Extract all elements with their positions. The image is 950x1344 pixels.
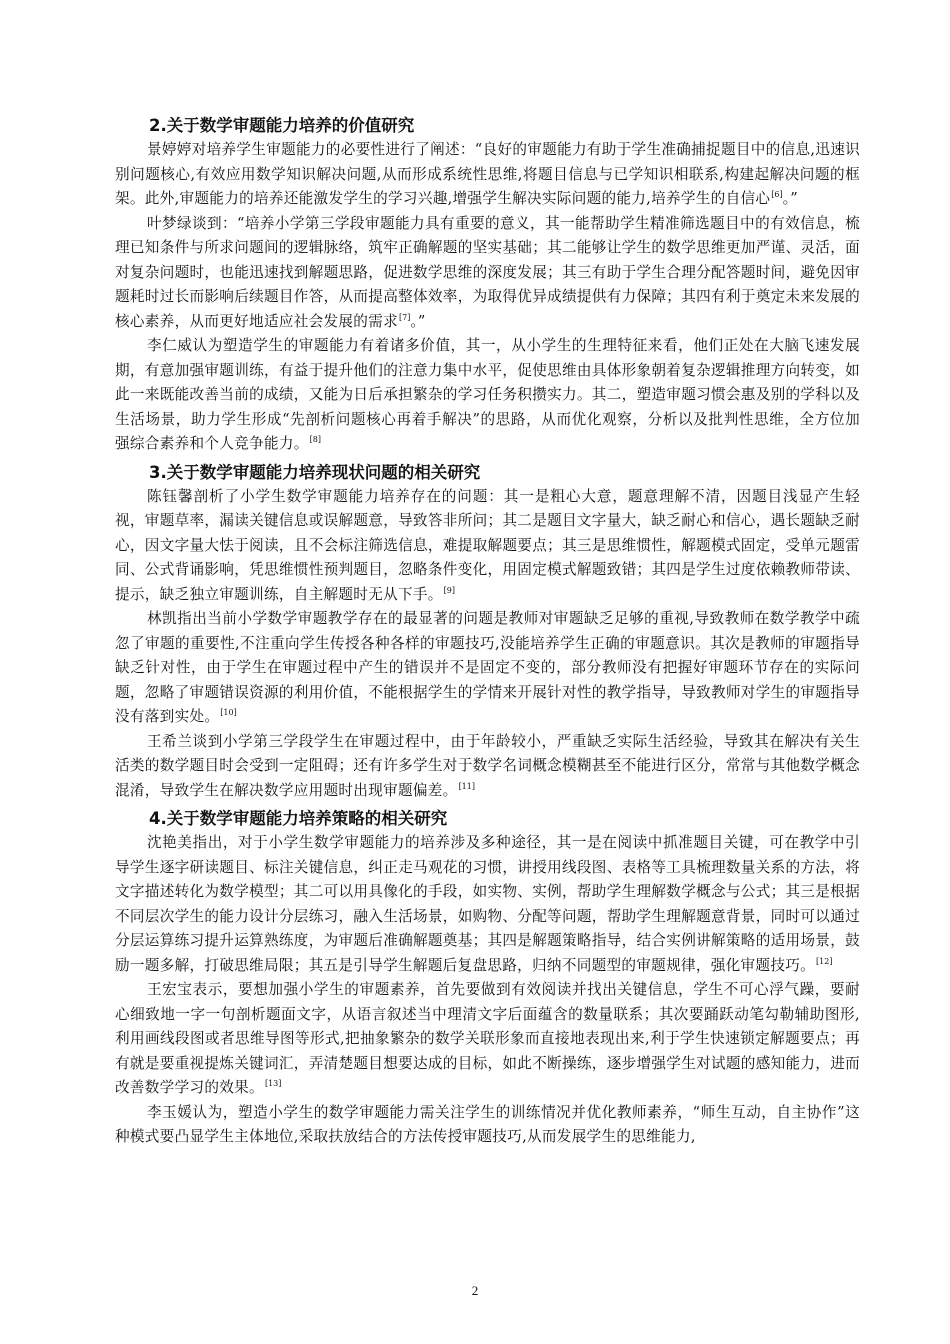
citation: [11] (458, 781, 475, 791)
citation: [13] (264, 1079, 282, 1088)
section-value-research (115, 114, 860, 457)
citation: [8] (309, 435, 321, 444)
section-strategy-research (115, 807, 860, 1150)
page-number: 2 (471, 1283, 479, 1298)
citation: [7] (398, 312, 411, 322)
paragraph: 王希兰谈到小学第三学段学生在审题过程中，由于年龄较小，严重缺乏实际生活经验，导致其在解决有关生活类的数学题目时会受到一定阻碍；还有许多学生对于数学名词概念模糊甚至不能进行区分，常常与其他数学概念混淆，导致学生在解决数学应用题时出现审题偏差。[11] (115, 732, 860, 799)
citation: [6] (771, 190, 783, 199)
section-heading: 2.关于数学审题能力培养的价值研究 (149, 116, 415, 135)
paragraph: 李仁威认为塑造学生的审题能力有着诸多价值，其一，从小学生的生理特征来看，他们正处在大脑飞速发展期，有意加强审题训练，有益于提升他们的注意力集中水平，促使思维由具体形象朝着复杂逻辑推理方向转变，如此一来既能改善当前的成绩，又能为日后承担繁杂的学习任务积攒实力。其二，塑造审题习惯会惠及别的学科以及生活场景，助力学生形成“先剖析问题核心再着手解决”的思路，从而优化观察，分析以及批判性思维，全方位加强综合素养和个人竞争能力。[8] (115, 337, 860, 452)
paragraph: 景婷婷对培养学生审题能力的必要性进行了阐述：“良好的审题能力有助于学生准确捕捉题目中的信息,迅速识别问题核心,有效应用数学知识解决问题,从而形成系统性思维,将题目信息与已学知识相联系,构建起解决问题的框架。此外,审题能力的培养还能激发学生的学习兴趣,增强学生解决实际问题的能力,培养学生的自信心[6]。” (115, 141, 860, 207)
paragraph: 林凯指出当前小学数学审题教学存在的最显著的问题是教师对审题缺乏足够的重视,导致教师在数学教学中疏忽了审题的重要性,不注重向学生传授各种各样的审题技巧,没能培养学生正确的审题意识。其次是教师的审题指导缺乏针对性，由于学生在审题过程中产生的错误并不是固定不变的，部分教师没有把握好审题环节存在的实际问题，忽略了审题错误资源的利用价值，不能根据学生的学情来开展针对性的教学指导，导致教师对学生的审题指导没有落到实处。[10] (115, 610, 860, 725)
paragraph: 陈钰馨剖析了小学生数学审题能力培养存在的问题：其一是粗心大意，题意理解不清，因题目浅显产生轻视，审题草率，漏读关键信息或误解题意，导致答非所问；其二是题目文字量大，缺乏耐心和信心，遇长题缺乏耐心，因文字量大怯于阅读，且不会标注筛选信息，难提取解题要点；其三是思维惯性，解题模式固定，受单元题雷同、公式背诵影响，凭思维惯性预判题目，忽略条件变化，用固定模式解题致错；其四是学生过度依赖教师带读、提示，缺乏独立审题训练，自主解题时无从下手。[9] (115, 487, 860, 603)
citation: [9] (443, 585, 456, 595)
document-body (115, 114, 860, 1154)
paragraph: 沈艳美指出，对于小学生数学审题能力的培养涉及多种途径，其一是在阅读中抓准题目关键，可在教学中引导学生逐字研读题目、标注关键信息，纠正走马观花的习惯，讲授用线段图、表格等工具梳理数量关系的方法，将文字描述转化为数学模型；其二可以用具像化的手段，如实物、实例，帮助学生理解数学概念与公式；其三是根据不同层次学生的能力设计分层练习，融入生活场景，如购物、分配等问题，帮助学生理解题意背景，同时可以通过分层运算练习提升运算熟练度，为审题后准确解题奠基；其四是解题策略指导，结合实例讲解策略的适用场景，鼓励一题多解，打破思维局限；其五是引导学生解题后复盘思路，归纳不同题型的审题规律，强化审题技巧。[12] (115, 834, 860, 974)
citation: [10] (220, 708, 237, 717)
section-status-research (115, 461, 860, 804)
paragraph: 叶梦绿谈到：“培养小学第三学段审题能力具有重要的意义，其一能帮助学生精准筛选题目中的有效信息，梳理已知条件与所求问题间的逻辑脉络，筑牢正确解题的坚实基础；其二能够让学生的数学思维更加严谨、灵活，面对复杂问题时，也能迅速找到解题思路，促进数学思维的深度发展；其三有助于学生合理分配答题时间，避免因审题耗时过长而影响后续题目作答，从而提高整体效率，为取得优异成绩提供有力保障；其四有利于奠定未来发展的核心素养，从而更好地适应社会发展的需求[7]。” (115, 214, 860, 330)
paragraph: 王宏宝表示，要想加强小学生的审题素养，首先要做到有效阅读并找出关键信息，学生不可心浮气躁，要耐心细致地一字一句剖析题面文字，从语言叙述当中理清文字后面蕴含的数量联系；其次要踊跃动笔勾勒辅助图形,利用画线段图或者思维导图等形式,把抽象繁杂的数学关联形象而直接地表现出来,利于学生快速锁定解题要点；再有就是要重视提炼关键词汇，弄清楚题目想要达成的目标，如此不断操练，逐步增强学生对试题的感知能力，进而改善数学学习的效果。[13] (115, 981, 860, 1096)
citation: [12] (816, 956, 833, 966)
section-heading: 3.关于数学审题能力培养现状问题的相关研究 (149, 462, 481, 482)
section-heading: 4.关于数学审题能力培养策略的相关研究 (149, 809, 448, 828)
paragraph: 李玉媛认为，塑造小学生的数学审题能力需关注学生的训练情况并优化教师素养，“师生互动，自主协作”这种模式要凸显学生主体地位,采取扶放结合的方法传授审题技巧,从而发展学生的思维能力, (115, 1103, 860, 1145)
